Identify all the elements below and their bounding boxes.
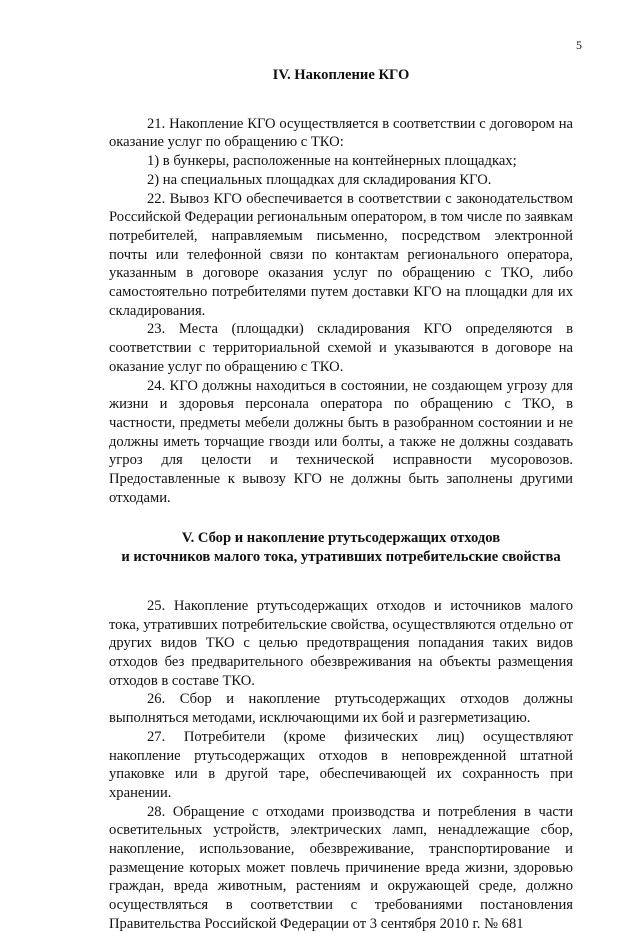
list-item-1: 1) в бункеры, расположенные на контейнерных площадках; (147, 153, 517, 170)
paragraph-23: 23. Места (площадки) складирования КГО определяются в соответствии с территориальной схемой и указываются в договоре на оказание услуг по обращению с ТКО. (109, 321, 573, 375)
section-4-body (109, 115, 573, 508)
paragraph-21: 21. Накопление КГО осуществляется в соответствии с договором на оказание услуг по обращению с ТКО: (109, 115, 573, 151)
document-body (109, 66, 573, 934)
paragraph-25: 25. Накопление ртутьсодержащих отходов и источников малого тока, утративших потребительские свойства, осуществляются отдельно от других видов ТКО с целью предотвращения попадания таких видов отходов без предварительного обезвреживания на объекты размещения отходов в составе ТКО. (109, 597, 573, 689)
section-4-title: IV. Накопление КГО (272, 67, 410, 83)
paragraph-28: 28. Обращение с отходами производства и потребления в части осветительных устройств, электрических ламп, ненадлежащие сбор, накопление, использование, обезвреживание, транспортирование и размещение которых может повлечь причинение вреда жизни, здоровью граждан, вреда животным, растениям и окружающей среде, должно осуществляться в соответствии с требованиями постановления Правительства Российской Федерации от 3 сентября 2010 г. № 681 (109, 803, 573, 932)
list-item-2: 2) на специальных площадках для складирования КГО. (147, 171, 492, 188)
page-number: 5 (576, 38, 582, 52)
section-5-title-line-1: V. Сбор и накопление ртутьсодержащих отходов (181, 530, 501, 547)
paragraph-24: 24. КГО должны находиться в состоянии, не создающем угрозу для жизни и здоровья персонала оператора по обращению с ТКО, в частности, предметы мебели должны быть в разобранном состоянии и не должны иметь торчащие гвозди или болты, а также не должны создавать угроз для целости и технической исправности мусоровозов. Предоставленные к вывозу КГО не должны быть заполнены другими отходами. (109, 377, 573, 506)
section-5-body (109, 597, 573, 934)
paragraph-27: 27. Потребители (кроме физических лиц) осуществляют накопление ртутьсодержащих отходов в неповрежденной штатной упаковке или в другой таре, обеспечивающей их сохранность при хранении. (109, 728, 573, 801)
paragraph-22: 22. Вывоз КГО обеспечивается в соответствии с законодательством Российской Федерации региональным оператором, в том числе по заявкам потребителей, направляемым письменно, посредством электронной почты или телефонной связи по контактам регионального оператора, указанным в договоре оказания услуг по обращению с ТКО, либо самостоятельно потребителями путем доставки КГО на площадки для их складирования. (109, 190, 574, 319)
paragraph-26: 26. Сбор и накопление ртутьсодержащих отходов должны выполняться методами, исключающими их бой и разгерметизацию. (109, 691, 573, 727)
section-5-title-line-2: и источников малого тока, утративших потребительские свойства (121, 549, 561, 566)
section-5-title (109, 529, 573, 566)
